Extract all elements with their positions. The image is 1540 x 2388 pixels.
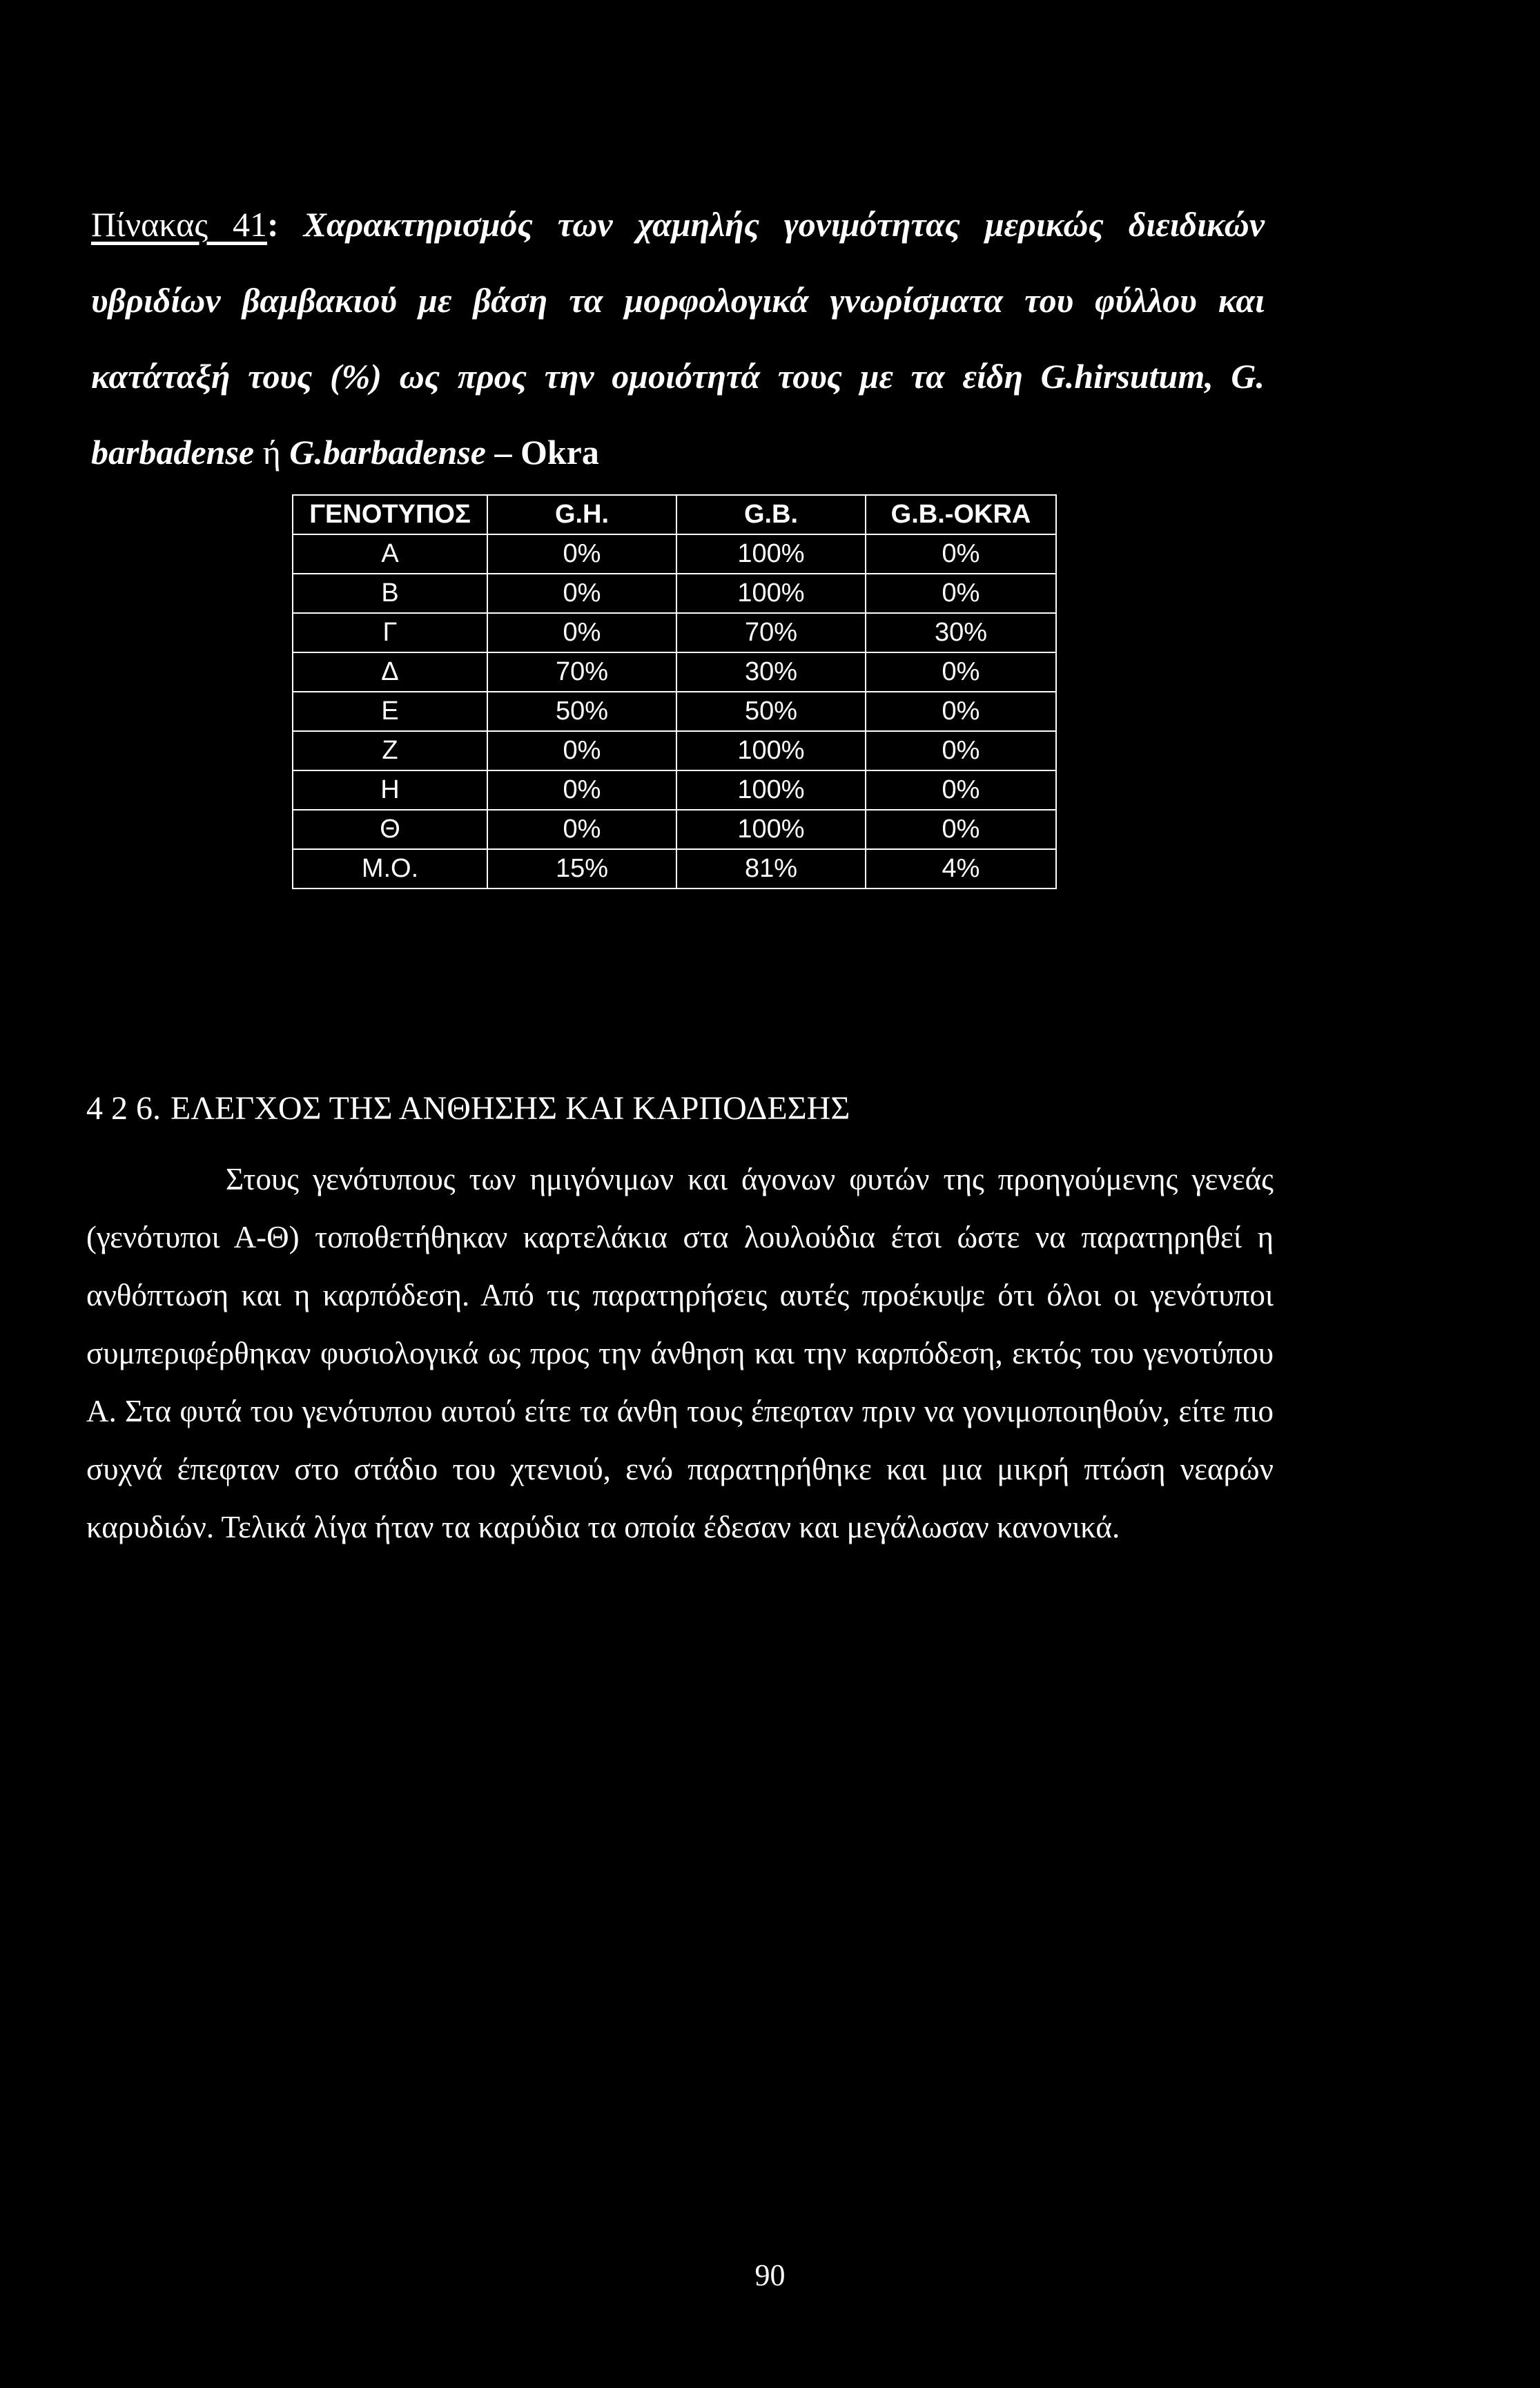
gb-cell: 100% xyxy=(676,534,866,574)
table-row-average xyxy=(293,849,1056,889)
genotype-cell: Μ.Ο. xyxy=(293,849,487,889)
gh-cell: 0% xyxy=(487,613,676,652)
gb-okra-cell: 0% xyxy=(866,534,1056,574)
gb-cell: 70% xyxy=(676,613,866,652)
genotype-cell: Ε xyxy=(293,692,487,731)
caption-suffix: – Okra xyxy=(494,433,599,472)
genotype-cell: Θ xyxy=(293,810,487,849)
gb-okra-cell: 0% xyxy=(866,692,1056,731)
column-header: G.H. xyxy=(487,495,676,534)
caption-text: Χαρακτηρισμός των χαμηλής γονιμότητας μερικώς διειδικών υβριδίων βαμβακιού με βάση τα μορφολογικά γνωρίσματα του φύλλου και κατάταξή τους (%) ως προς την ομοιότητά τους με τα είδη xyxy=(91,205,1265,396)
table-row xyxy=(293,574,1056,613)
gh-cell: 15% xyxy=(487,849,676,889)
table-caption xyxy=(91,186,1265,490)
gb-okra-cell: 0% xyxy=(866,810,1056,849)
caption-lead: Πίνακας 41 xyxy=(91,205,268,244)
gh-cell: 0% xyxy=(487,731,676,770)
gb-okra-cell: 4% xyxy=(866,849,1056,889)
gh-cell: 0% xyxy=(487,810,676,849)
gh-cell: 0% xyxy=(487,770,676,810)
column-header: ΓΕΝΟΤΥΠΟΣ xyxy=(293,495,487,534)
gb-cell: 100% xyxy=(676,731,866,770)
section-heading xyxy=(86,1088,850,1129)
caption-species-2: G. barbadense xyxy=(91,357,1265,472)
column-header: G.B.-OKRA xyxy=(866,495,1056,534)
genotype-cell: Ζ xyxy=(293,731,487,770)
caption-colon: : xyxy=(267,205,279,244)
section-title: ΕΛΕΓΧΟΣ ΤΗΣ ΑΝΘΗΣΗΣ ΚΑΙ ΚΑΡΠΟΔΕΣΗΣ xyxy=(170,1090,850,1127)
gb-cell: 100% xyxy=(676,574,866,613)
table-row xyxy=(293,770,1056,810)
gb-okra-cell: 0% xyxy=(866,731,1056,770)
genotype-cell: Η xyxy=(293,770,487,810)
gb-cell: 81% xyxy=(676,849,866,889)
genotype-cell: Δ xyxy=(293,652,487,692)
gh-cell: 0% xyxy=(487,534,676,574)
table-row xyxy=(293,810,1056,849)
gh-cell: 70% xyxy=(487,652,676,692)
section-paragraph: Στους γενότυπους των ημιγόνιμων και άγονων φυτών της προηγούμενης γενεάς (γενότυποι Α-Θ) τοποθετήθηκαν καρτελάκια στα λουλούδια έτσι ώστε να παρατηρηθεί η ανθόπτωση και η καρπόδεση. Από τις παρατηρήσεις αυτές προέκυψε ότι όλοι οι γενότυποι συμπεριφέρθηκαν φυσιολογικά ως προς την άνθηση και την καρπόδεση, εκτός του γενοτύπου Α. Στα φυτά του γενότυπου αυτού είτε τα άνθη τους έπεφταν πριν να γονιμοποιηθούν, είτε πιο συχνά έπεφταν στο στάδιο του χτενιού, ενώ παρατηρήθηκε και μια μικρή πτώση νεαρών καρυδιών. Τελικά λίγα ήταν τα καρύδια τα οποία έδεσαν και μεγάλωσαν κανονικά. xyxy=(86,1162,1274,1544)
gb-cell: 100% xyxy=(676,770,866,810)
gb-okra-cell: 0% xyxy=(866,574,1056,613)
page-number: 90 xyxy=(754,2258,786,2292)
gb-okra-cell: 30% xyxy=(866,613,1056,652)
genotype-table xyxy=(292,494,1057,889)
section-number: 4 2 6. xyxy=(86,1090,161,1127)
gh-cell: 50% xyxy=(487,692,676,731)
gb-okra-cell: 0% xyxy=(866,770,1056,810)
table-row xyxy=(293,613,1056,652)
column-header: G.B. xyxy=(676,495,866,534)
gb-cell: 50% xyxy=(676,692,866,731)
table-row xyxy=(293,731,1056,770)
gb-cell: 30% xyxy=(676,652,866,692)
caption-or-word: ή xyxy=(262,433,281,472)
genotype-cell: Α xyxy=(293,534,487,574)
table-row xyxy=(293,692,1056,731)
table-row xyxy=(293,534,1056,574)
genotype-cell: Β xyxy=(293,574,487,613)
table-row xyxy=(293,652,1056,692)
gh-cell: 0% xyxy=(487,574,676,613)
caption-species-3: G.barbadense xyxy=(289,433,486,472)
genotype-cell: Γ xyxy=(293,613,487,652)
gb-cell: 100% xyxy=(676,810,866,849)
table-header-row xyxy=(293,495,1056,534)
gb-okra-cell: 0% xyxy=(866,652,1056,692)
caption-species-1: G.hirsutum, xyxy=(1040,357,1214,396)
